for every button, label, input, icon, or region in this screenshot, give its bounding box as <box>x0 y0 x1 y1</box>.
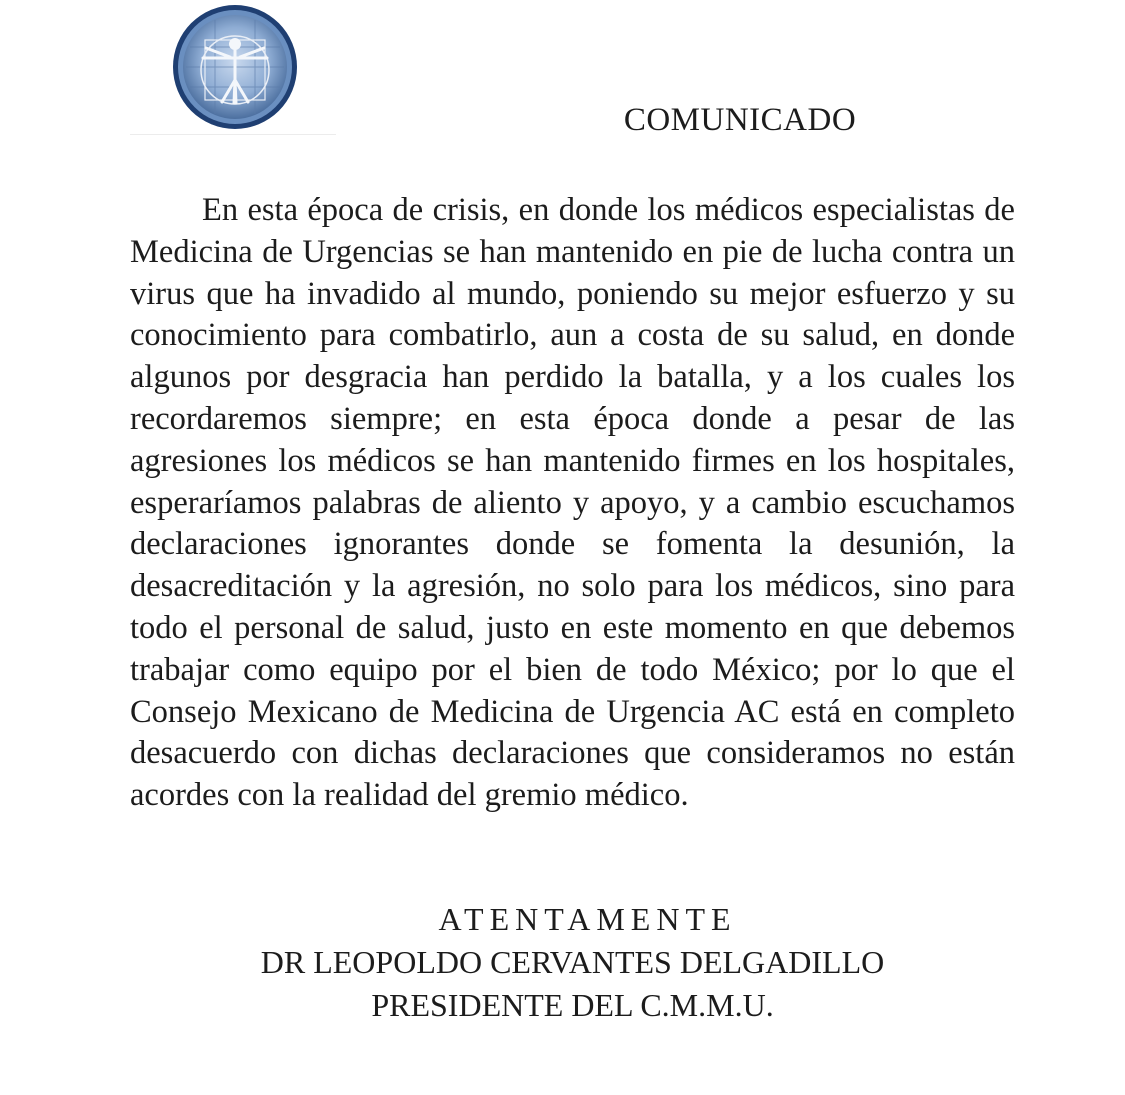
logo-area <box>130 0 336 135</box>
signer-position: PRESIDENTE DEL C.M.M.U. <box>371 987 774 1023</box>
body-paragraph: En esta época de crisis, en donde los médicos especialistas de Medicina de Urgencias se han mantenido en pie de lucha contra un virus que ha invadido al mundo, poniendo su mejor esfuerzo y su conocimiento para combatirlo, aun a costa de su salud, en donde algunos por desgracia han perdido la batalla, y a los cuales los recordaremos siempre; en esta época donde a pesar de las agresiones los médicos se han mantenido firmes en los hospitales, esperaríamos palabras de aliento y apoyo, y a cambio escuchamos declaraciones ignorantes donde se fomenta la desunión, la desacreditación y la agresión, no solo para los médicos, sino para todo el personal de salud, justo en este momento en que debemos trabajar como equipo por el bien de todo México; por lo que el Consejo Mexicano de Medicina de Urgencia AC está en completo desacuerdo con dichas declaraciones que consideramos no están acordes con la realidad del gremio médico. <box>130 192 1015 814</box>
vitruvian-man-seal-icon <box>170 2 300 132</box>
document-title: COMUNICADO <box>623 102 857 138</box>
signer-name: DR LEOPOLDO CERVANTES DELGADILLO <box>260 944 885 980</box>
closing-salutation: ATENTAMENTE <box>438 901 737 937</box>
